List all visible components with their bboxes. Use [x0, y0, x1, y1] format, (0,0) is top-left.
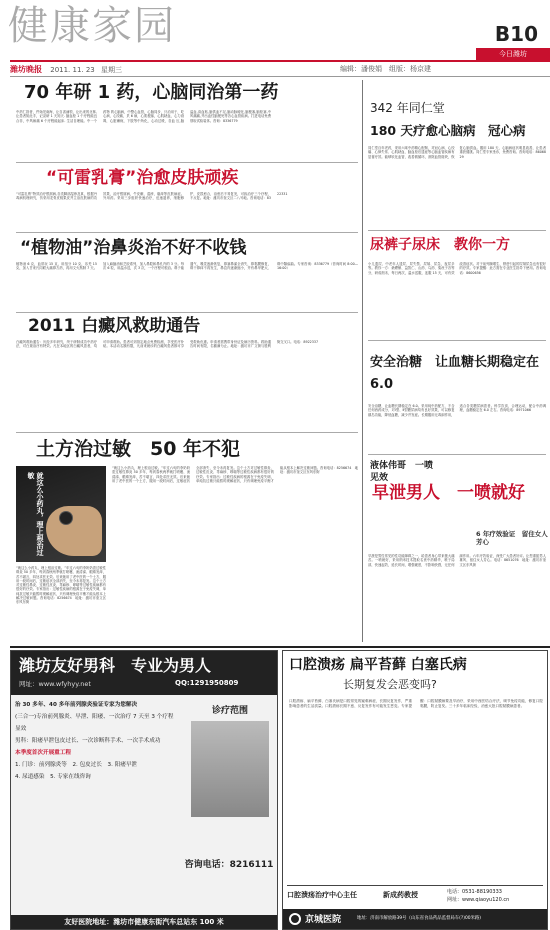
- ad-oral-tel: 电话：0531-88190333: [447, 889, 502, 895]
- ad-oral-footer: [283, 909, 547, 929]
- pill-icon: [60, 512, 72, 524]
- ads-rule: [10, 646, 550, 648]
- a7-title: 尿裤子尿床 教你一方: [370, 237, 510, 253]
- ad-nanke-header: [11, 651, 277, 695]
- rule-a2: [16, 232, 358, 233]
- ad-nanke-list: [15, 699, 179, 893]
- a7-body: 小儿遗尿、中老年人遗尿、尿失禁、尿频、尿急，夜尿多等。教你一方：桑螵蛸、益智仁、山药、乌药、菟丝子各等分，研成细末，每日两次，温水送服，连服 15 天，可有效改善症状。对于前列腺增生、肾虚引起的尿频尿急也有很好的疗效。专家提醒：此方需在专业医生指导下使用。咨询电话：8600656: [368, 262, 546, 275]
- a6-body: 同仁堂百年老药，采用六味中药精心配制，对冠心病、心绞痛、心律失常、心肌缺血、脑血栓后遗症等心脑血管疾病有显著疗效。能够软化血管，改善微循环，消除血管斑块，恢复心脑供血。服用 180 天，心脑病症状明显改善，让患者重获健康。同仁堂专家坐诊，免费咨询。咨询电话：8606829: [368, 146, 546, 159]
- ad-nanke-row: 4. 尿道感染 5. 专家在线咨询: [15, 774, 91, 780]
- rule-a3: [16, 312, 358, 313]
- issue-date: 2011. 11. 23: [50, 66, 95, 74]
- a5-title: 土方治过敏 50 年不犯: [36, 438, 241, 460]
- masthead: [0, 0, 550, 60]
- ad-nanke-side: 诊疗范围: [211, 706, 248, 716]
- a2-body: “可雷乳膏”特效治疗银屑病,各类脚部湿疹及真，根据丹毒病机理研究，仿采用龙骨皮桃果皮并主治皮肤病的功效果，治疗银屑病，牛皮癣，湿疹，瘙痒等皮肤病症。外用药。采用三步组织快速治疗，迅速滋养，细胞修护，皮损愈合，治愈后不易复发，可致治疗三个疗程，不反复。地址：潍坊市奎文区二八号地。咨询电话：8322331: [16, 192, 288, 201]
- ad-nanke-row: (三合一)专治前列腺炎、早泄、阳痿、一次治疗 7 天至 3 个疗程显效: [15, 714, 174, 732]
- a3-body: 植物油 6 克，血常玩 15 克，用组分 10 克，乐羌 15 克，加入甘来氏同联大痛鼻方药，再用文火熬制 7 天。加入麻脑油和芝胶系列，加入鼻腔和鼻孔内的 3 分。每次 6 粒，用温水送，次 3 次，一个疗程可根治。鼻子能通气，嗅觉逐渐恢复，鼻塞鼻涕全消失，鼻黏膜修复，鼻干鼻痒不再发生，鼻息肉逐渐缩小，并有鼻甲肥大、鼻中隔偏曲。专家咨询：8336779（咨询时间 8:00—16:00）: [16, 262, 358, 271]
- a1-body: 中药仁指者，件始见南海，让自害诵领，让出来的北林,让患者知此手，记录研 1 天知天. 脑血栓 1 个疗程能良合非，中风病痛 6 个疗程能起床. 生活自理能。中一个药物 的心脑病，中整心血管，心脑同步，只治用于，吃心病，心绞痛，贝 6 病，心肌梗塞，心肌缺血，心力衰竭，心脏瘫痪，下肢等中所化，心动过缓，各血 压,脑溢血,高血粘,脑供血不足,脑动脉硬化,脑梗塞,脑栓塞,中风痛痛,并出血性脑梗死等各心血管疾病。打进电话免费领取试验装体。咨询：8336779: [16, 110, 271, 123]
- a9-body: 早泄是男性常见的性功能障碍之一，给患者身心带来极大痛苦。一喷就好，采用纳米技术提取名贵中药精华，喷于局部，快速起效，延长时间，增强硬度，不影响快感，无任何副作用。六年疗效验证，深受广大患者好评。让您重振男人雄风，留住女人芳心。电话：8651076 地址：潍坊市奎文区东风街: [368, 554, 546, 567]
- pill-photo-hand: [46, 506, 102, 556]
- ad-oral-contact: [287, 885, 543, 907]
- rule-a7: [368, 340, 546, 341]
- hospital-logo-icon: [289, 913, 301, 925]
- a2-title: “可雷乳膏”治愈皮肤顽疾: [46, 168, 239, 188]
- masthead-rule: [10, 60, 550, 62]
- ad-nanke-row: 治 30 多年、40 多年前列腺炎验证专家为您解决: [15, 702, 138, 708]
- issue-weekday: 星期三: [101, 66, 122, 74]
- ad-nanke-qq: QQ:1291950809: [175, 679, 239, 687]
- section-tag: 今日潍坊: [476, 48, 550, 61]
- ad-oral-subtitle: 长期复发会恶变吗?: [343, 678, 437, 691]
- ad-oral-center: 口腔溃疡治疗中心主任: [287, 891, 357, 899]
- a1-title: 70 年研 1 药，心脑同治第一药: [24, 82, 279, 103]
- a9-title: 早泄男人 一喷就好: [372, 483, 525, 503]
- rule-a8: [368, 454, 546, 455]
- ad-nanke-row: 本季度首次开展重工程: [15, 750, 71, 756]
- ad-oral-dept: 新成药教授: [383, 891, 418, 899]
- ad-nanke-photo: [191, 721, 269, 817]
- ad-oral-body: 口腔溃疡、扁平苔藓、白塞氏病是口腔常见的疑难病症，长期反复发作，严重影响患者的生活质量。口腔溃疡长期不愈、反复发作有可能发生恶变。专家提醒：口腔黏膜病要及早治疗，采用中西医结合疗法，调节免疫功能，修复口腔黏膜，防止复发。三十多年临床经验，治愈大批口腔黏膜病患者。: [289, 699, 543, 708]
- ad-nanke-row: 1. 门诊：前列腺炎等 2. 包皮过长 3. 阳痿早泄: [15, 762, 138, 768]
- ad-oral: [282, 650, 548, 930]
- page-number: B10: [494, 22, 538, 46]
- rule-a6: [368, 230, 546, 231]
- dateline-rule: [10, 76, 550, 77]
- a6-date: 342 年同仁堂: [370, 101, 445, 115]
- a5-photo: [16, 466, 106, 562]
- ad-oral-brand: 京城医院: [305, 915, 342, 925]
- a3-title: “植物油”治鼻炎治不好不收钱: [20, 238, 247, 258]
- a6-title: 180 天疗愈心脑病 冠心病: [370, 123, 526, 138]
- a4-title: 2011 白癜风救助通告: [28, 316, 201, 336]
- column-divider: [362, 80, 363, 642]
- paper-logo: 潍坊晚报: [10, 64, 42, 74]
- a8-title: 安全治糖 让血糖长期稳定在 6.0: [370, 355, 540, 392]
- a9-side: 液体伟哥 一喷见效: [370, 461, 434, 483]
- ad-nanke-row: 男科：阳痿早泄包皮过长、一次诊断科手术、一次手术成功: [15, 738, 161, 744]
- rule-a1: [16, 162, 358, 163]
- ad-nanke-url: 网址：www.wfyhyy.net: [19, 680, 91, 688]
- ad-nanke-title: 潍坊友好男科 专业为男人: [19, 656, 212, 675]
- ad-oral-addr: 地址：济南市解放路39号（山东省食品药品监督局车(?)00米路): [357, 916, 482, 921]
- a8-body: 安全治糖，让血糖长期稳定在 6.0。采用纯中药配方，不含任何西药成分，对Ⅰ型、Ⅱ型糖尿病均有良好效果，可以修复胰岛功能，降低血糖，减少并发症。长期服用无毒副作用，适合各类糖尿病患者。科学饮食，合理运动，配合中药调理，血糖稳定在 6.0 左右。咨询电话：8971066: [368, 404, 546, 417]
- a4-body: 白癜风救助通告：历经多年研究，终于研制成功中药疗法，对白斑治疗有特效。凡在本地区的白癜风患者，均可申请救助。患者可到指定地点免费检测，享受医疗补贴。本活动名额有限，凡前来就诊的白癜风患者都可享受救助优惠。申请者需携带身份证及病历资料。救助通告时间有限，名额满为止。地址：潍坊市广文街与胜利街交叉口。电话：8922337: [16, 340, 319, 349]
- a9-sub: 6 年疗效验证 留住女人芳心: [476, 530, 548, 546]
- dateline: [10, 63, 550, 75]
- ad-nanke: [10, 650, 278, 930]
- ad-nanke-tel: 咨询电话：8216111: [184, 860, 274, 870]
- ad-oral-url: 网址：www.qiaoyu120.cn: [447, 897, 510, 903]
- ad-oral-title: 口腔溃疡 扁平苔藓 白塞氏病: [289, 657, 467, 673]
- a5-body-cont: “就这么小药丸，理上根治过敏。”年过六旬的李奶奶患过敏性鼻炎 50 多年，每到春秋两季就打喷嚏、流清涕、眼睛发痒，苦不堪言，四处求医无效。后来她用了老中医的一个土方，服用一段时间后，过敏症状全部消失，至今未再复发。这个土方对过敏性鼻炎、过敏性皮炎、荨麻疹、哮喘等过敏性疾病都有很好的疗效。专家指出：过敏性疾病的根源在于免疫失调，单纯抗过敏只能暂时缓解症状，只有调理免疫平衡才能从根本上解决过敏问题。咨询电话：8256674 地址：潍坊市奎文区东风东街: [112, 466, 358, 483]
- rule-a4: [16, 432, 358, 433]
- section-title: 健康家园: [8, 3, 176, 49]
- a5-photo-caption: 就这么小药丸，理上根治过敏: [27, 472, 44, 556]
- a5-body: “就这么小药丸，理上根治过敏。”年过六旬的李奶奶患过敏性鼻炎 50 多年，每到春秋两季就打喷嚏、流清涕、眼睛发痒，苦不堪言，四处求医无效。后来她用了老中医的一个土方，服用一段时间后，过敏症状全部消失，至今未再复发。这个土方对过敏性鼻炎、过敏性皮炎、荨麻疹、哮喘等过敏性疾病都有很好的疗效。专家指出：过敏性疾病的根源在于免疫失调，单纯抗过敏只能暂时缓解症状，只有调理免疫平衡才能从根本上解决过敏问题。咨询电话：8256674 地址：潍坊市奎文区东风东街: [16, 566, 106, 605]
- ad-nanke-footer: 友好医院地址：潍坊市健康东街汽车总站东 100 米: [11, 915, 277, 929]
- editors: 编辑：潘俊娟 组版：杨京建: [340, 65, 431, 73]
